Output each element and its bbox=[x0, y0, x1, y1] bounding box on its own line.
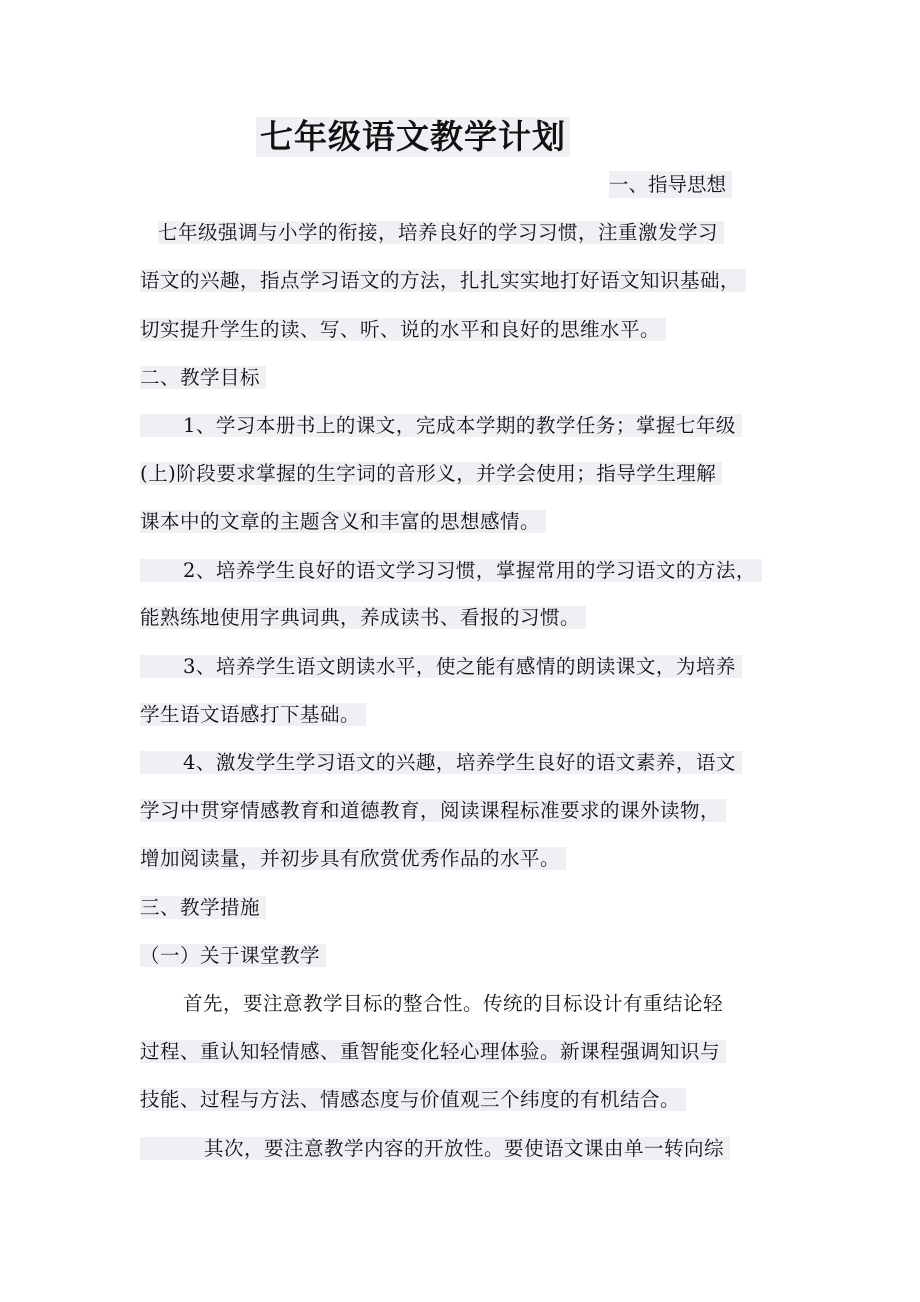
section2-line bbox=[140, 460, 722, 487]
section2-line bbox=[140, 508, 546, 535]
text-span: 二、教学目标 bbox=[140, 366, 266, 389]
section3-subheading bbox=[140, 942, 326, 969]
text-span: 3、培养学生语文朗读水平，使之能有感情的朗读课文，为培养 bbox=[140, 655, 742, 678]
section3-line bbox=[140, 1038, 726, 1065]
text-span: 2、培养学生良好的语文学习习惯，掌握常用的学习语文的方法， bbox=[140, 559, 762, 582]
section1-line bbox=[140, 316, 666, 343]
section3-line bbox=[140, 1135, 730, 1162]
section3-heading bbox=[140, 894, 266, 921]
section2-heading bbox=[140, 364, 266, 391]
text-span: 过程、重认知轻情感、重智能变化轻心理体验。新课程强调知识与 bbox=[140, 1040, 726, 1063]
text-span: (上)阶段要求掌握的生字词的音形义，并学会使用；指导学生理解 bbox=[140, 462, 722, 485]
text-span: 七年级强调与小学的衔接，培养良好的学习习惯，注重激发学习 bbox=[158, 221, 724, 244]
text-span: 能熟练地使用字典词典，养成读书、看报的习惯。 bbox=[140, 606, 586, 629]
section2-line bbox=[140, 412, 742, 439]
section1-line bbox=[140, 267, 746, 294]
text-span: 语文的兴趣，指点学习语文的方法，扎扎实实地打好语文知识基础， bbox=[140, 269, 746, 292]
text-span: 1、学习本册书上的课文，完成本学期的教学任务；掌握七年级 bbox=[140, 414, 742, 437]
text-span: 其次，要注意教学内容的开放性。要使语文课由单一转向综 bbox=[140, 1137, 730, 1160]
section3-line bbox=[140, 990, 723, 1017]
section2-line bbox=[140, 653, 742, 680]
text-span: 学生语文语感打下基础。 bbox=[140, 703, 366, 726]
text-span: 4、激发学生学习语文的兴趣，培养学生良好的语文素养，语文 bbox=[140, 751, 742, 774]
section2-line bbox=[140, 845, 566, 872]
section1-heading: 一、指导思想 bbox=[609, 171, 732, 198]
section2-line bbox=[140, 557, 762, 584]
section1-line bbox=[158, 219, 724, 246]
section3-line bbox=[140, 1086, 686, 1113]
text-span: 切实提升学生的读、写、听、说的水平和良好的思维水平。 bbox=[140, 318, 666, 341]
text-span: （一）关于课堂教学 bbox=[140, 944, 326, 967]
section2-line bbox=[140, 797, 726, 824]
document-title: 七年级语文教学计划 bbox=[256, 117, 570, 157]
text-span: 课本中的文章的主题含义和丰富的思想感情。 bbox=[140, 510, 546, 533]
text-span: 增加阅读量，并初步具有欣赏优秀作品的水平。 bbox=[140, 847, 566, 870]
text-span: 三、教学措施 bbox=[140, 896, 266, 919]
text-span: 技能、过程与方法、情感态度与价值观三个纬度的有机结合。 bbox=[140, 1088, 686, 1111]
section2-line bbox=[140, 701, 366, 728]
text-span: 首先，要注意教学目标的整合性。传统的目标设计有重结论轻 bbox=[183, 992, 724, 1015]
section2-line bbox=[140, 749, 742, 776]
text-span: 学习中贯穿情感教育和道德教育，阅读课程标准要求的课外读物， bbox=[140, 799, 726, 822]
section2-line bbox=[140, 604, 586, 631]
